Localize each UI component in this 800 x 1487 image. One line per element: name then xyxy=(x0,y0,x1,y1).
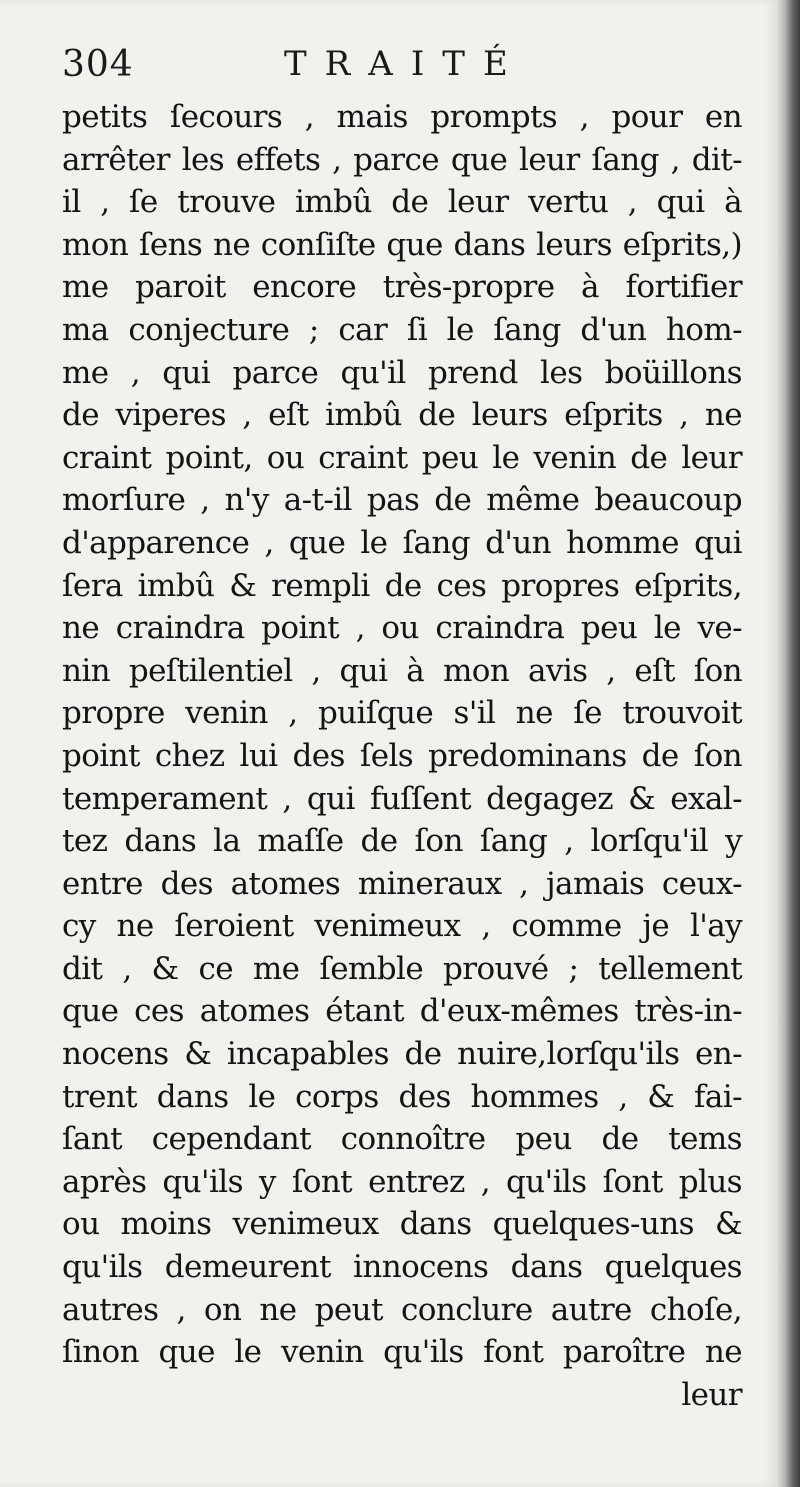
text-line: ſant cependant connoître peu de tems xyxy=(62,1121,742,1158)
body-text xyxy=(62,96,742,1416)
text-line: qu'ils demeurent innocens dans quelques xyxy=(62,1249,742,1286)
page-gutter xyxy=(778,0,800,1487)
text-line: propre venin , puiſque s'il ne ſe trouvoit xyxy=(62,695,742,732)
text-line: il , ſe trouve imbû de leur vertu , qui à xyxy=(62,184,742,221)
running-title: TRAITÉ xyxy=(284,44,526,84)
text-line: arrêter les effets , parce que leur ſang , dit- xyxy=(62,141,742,178)
text-line: de viperes , eſt imbû de leurs eſprits , ne xyxy=(62,397,742,434)
text-line: d'apparence , que le ſang d'un homme qui xyxy=(62,524,742,561)
text-line: autres , on ne peut conclure autre choſe, xyxy=(62,1291,742,1328)
text-line: me , qui parce qu'il prend les boüillons xyxy=(62,354,742,391)
text-line: nocens & incapables de nuire,lorſqu'ils en- xyxy=(62,1036,742,1073)
text-line: point chez lui des ſels predominans de ſon xyxy=(62,737,742,774)
catchword: leur xyxy=(681,1376,742,1413)
text-line: mon ſens ne conſiſte que dans leurs eſprits,) xyxy=(62,226,742,263)
text-line: cy ne ſeroient venimeux , comme je l'ay xyxy=(62,908,742,945)
text-line: petits ſecours , mais prompts , pour en xyxy=(62,99,742,135)
text-line: nin peſtilentiel , qui à mon avis , eſt ſon xyxy=(62,652,742,689)
text-line: ma conjecture ; car ſi le ſang d'un hom- xyxy=(62,311,742,348)
text-line: morſure , n'y a-t-il pas de même beaucoup xyxy=(62,482,742,519)
text-line: tez dans la maſſe de ſon ſang , lorſqu'il y xyxy=(62,823,742,860)
page-number: 304 xyxy=(62,44,134,85)
text-line: craint point, ou craint peu le venin de leur xyxy=(62,439,742,476)
text-line: temperament , qui fuſſent degagez & exal- xyxy=(62,780,742,817)
page-header xyxy=(62,38,742,94)
text-line: entre des atomes mineraux , jamais ceux- xyxy=(62,865,742,902)
text-line: ſera imbû & rempli de ces propres eſprits, xyxy=(62,567,742,604)
text-line: après qu'ils y ſont entrez , qu'ils ſont plus xyxy=(62,1163,742,1200)
text-line: ou moins venimeux dans quelques-uns & xyxy=(62,1206,742,1243)
text-line: dit , & ce me ſemble prouvé ; tellement xyxy=(62,950,742,987)
text-line: que ces atomes étant d'eux-mêmes très-in- xyxy=(62,993,742,1030)
text-line: trent dans le corps des hommes , & fai- xyxy=(62,1078,742,1115)
text-line: me paroit encore très-propre à fortifier xyxy=(62,269,742,306)
text-line: ne craindra point , ou craindra peu le ve- xyxy=(62,610,742,647)
text-line: ſinon que le venin qu'ils font paroître ne xyxy=(62,1334,742,1371)
